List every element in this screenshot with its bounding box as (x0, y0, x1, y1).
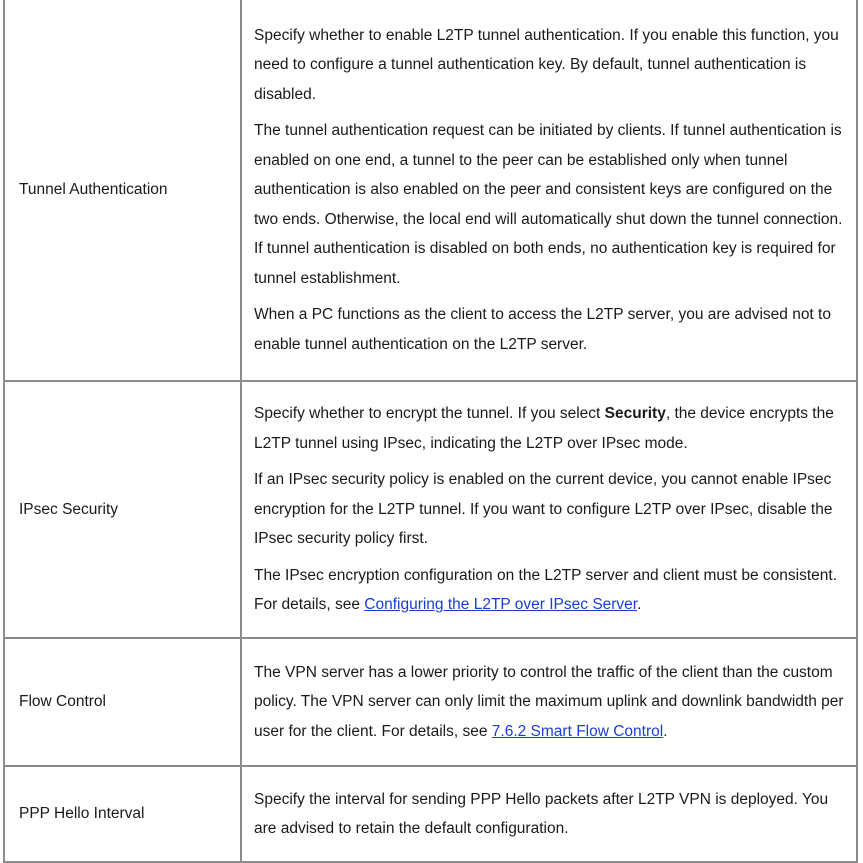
text-run: , the device encrypts the L2TP tunnel using IPsec, indicating the L2TP over IPsec mode. (254, 405, 834, 452)
description-paragraph: The tunnel authentication request can be initiated by clients. If tunnel authentication is enabled on one end, a tunnel to the peer can be established only when tunnel authentication is also enabled on the peer and consistent keys are configured on the two ends. Otherwise, the local end will automatically shut down the tunnel connection. If tunnel authentication is disabled on both ends, no authentication key is required for tunnel establishment. (254, 122, 843, 287)
table-row (4, 381, 857, 638)
description-paragraph: When a PC functions as the client to access the L2TP server, you are advised not to enable tunnel authentication on the L2TP server. (254, 306, 831, 353)
cross-reference-link[interactable]: 7.6.2 Smart Flow Control (491, 722, 664, 740)
text-run: Specify whether to encrypt the tunnel. If you select (254, 405, 605, 423)
table-row (4, 638, 857, 766)
description-paragraph: Specify whether to enable L2TP tunnel authentication. If you enable this function, you need to configure a tunnel authentication key. By default, tunnel authentication is disabled. (254, 26, 839, 103)
parameter-name: Tunnel Authentication (4, 0, 241, 381)
parameter-name: IPsec Security (4, 381, 241, 638)
text-run: . (663, 722, 668, 740)
parameter-description (241, 0, 857, 381)
cross-reference-link[interactable]: Configuring the L2TP over IPsec Server (364, 596, 638, 614)
parameter-description (241, 381, 857, 638)
parameter-description (241, 638, 857, 766)
table-row (4, 766, 857, 862)
text-run: The IPsec encryption configuration on the L2TP server and client must be consistent. For details, see (254, 566, 838, 614)
description-paragraph: Specify the interval for sending PPP Hello packets after L2TP VPN is deployed. You are advised to retain the default configuration. (254, 790, 829, 837)
text-run: . (637, 596, 642, 614)
description-paragraph (254, 399, 846, 458)
parameter-description (241, 766, 857, 862)
description-paragraph (254, 561, 846, 620)
description-paragraph (254, 658, 846, 747)
bold-term: Security (604, 405, 666, 423)
text-run: The VPN server has a lower priority to control the traffic of the client than the custom policy. The VPN server can only limit the maximum uplink and downlink bandwidth per user for the client. For details, see (254, 663, 844, 740)
table-row (4, 0, 857, 381)
parameter-name: Flow Control (4, 638, 241, 766)
parameter-name: PPP Hello Interval (4, 766, 241, 862)
description-paragraph: If an IPsec security policy is enabled on the current device, you cannot enable IPsec encryption for the L2TP tunnel. If you want to configure L2TP over IPsec, disable the IPsec security policy first. (254, 471, 833, 548)
parameter-table (3, 0, 858, 863)
